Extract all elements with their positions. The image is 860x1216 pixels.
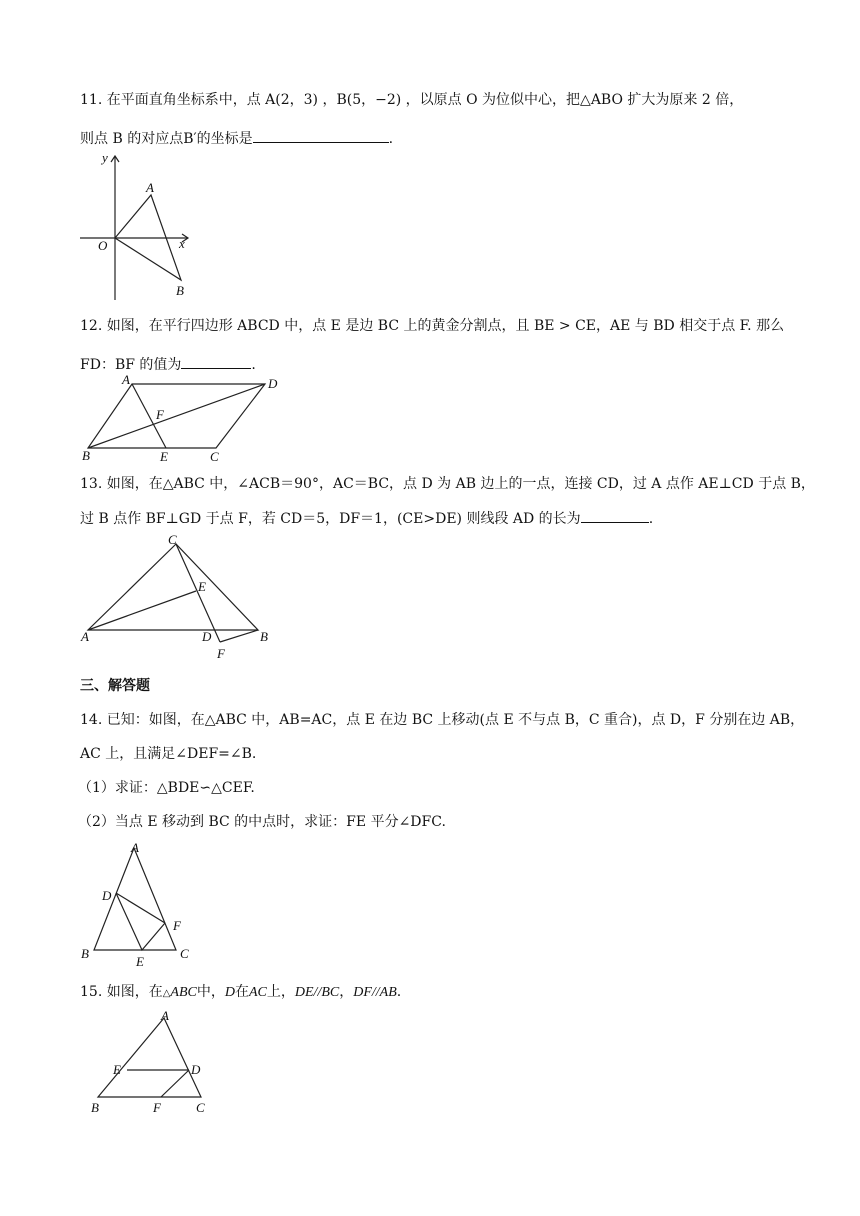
q11-label-O: O bbox=[98, 238, 108, 253]
q15-line-1 bbox=[80, 982, 401, 1004]
q13-label-F: F bbox=[217, 646, 225, 661]
q12-question-text: FD：BF 的值为 bbox=[80, 357, 182, 373]
q12-period: . bbox=[251, 357, 256, 373]
q13-line-1: 13. 如图，在△ABC 中，∠ACB＝90°，AC＝BC，点 D 为 AB 边上的一点，连接 CD，过 A 点作 AE⊥CD 于点 B， bbox=[80, 476, 815, 492]
q11-label-y: y bbox=[102, 150, 108, 165]
q15-triangle-symbol: △ bbox=[162, 988, 171, 999]
q13-triangle-figure bbox=[78, 532, 278, 664]
q13-line-2 bbox=[80, 508, 653, 529]
q15-label-D: D bbox=[191, 1062, 201, 1077]
q12-line-2 bbox=[80, 354, 256, 375]
q13-label-A: A bbox=[81, 629, 89, 644]
q14-label-A: A bbox=[131, 840, 139, 855]
q15-text-at: 在 bbox=[235, 984, 249, 1000]
q12-label-D: D bbox=[268, 376, 278, 391]
q14-path-DEF bbox=[116, 893, 165, 950]
q15-DF-parallel-AB: DF//AB bbox=[353, 985, 397, 1000]
q14-line-1: 14. 已知：如图，在△ABC 中，AB=AC，点 E 在边 BC 上移动(点 E 不与点 B，C 重合)，点 D，F 分别在边 AB， bbox=[80, 712, 805, 728]
q14-line-2: AC 上，且满足∠DEF=∠B. bbox=[80, 746, 257, 762]
q14-part-2: （2）当点 E 移动到 BC 的中点时，求证：FE 平分∠DFC. bbox=[78, 814, 446, 830]
q15-text-in: 中， bbox=[196, 984, 225, 1000]
q15-label-E: E bbox=[113, 1062, 121, 1077]
q14-label-C: C bbox=[180, 946, 189, 961]
q12-label-B: B bbox=[82, 448, 90, 463]
q15-ABC: ABC bbox=[170, 985, 197, 1000]
q15-DE-parallel-BC: DE//BC bbox=[294, 985, 340, 1000]
q12-line-1: 12. 如图，在平行四边形 ABCD 中，点 E 是边 BC 上的黄金分割点，且 BE > CE，AE 与 BD 相交于点 F. 那么 bbox=[80, 318, 785, 334]
q15-label-F: F bbox=[153, 1100, 161, 1115]
q14-label-F: F bbox=[173, 918, 181, 933]
q13-answer-blank[interactable] bbox=[581, 508, 649, 523]
q15-label-C: C bbox=[196, 1100, 205, 1115]
q12-label-E: E bbox=[160, 449, 168, 464]
q14-triangle-figure bbox=[78, 838, 198, 970]
q13-segment-AE bbox=[88, 591, 196, 630]
q12-answer-blank[interactable] bbox=[181, 354, 251, 369]
q12-parallelogram-figure bbox=[80, 374, 290, 462]
q11-label-B: B bbox=[176, 283, 184, 298]
q11-period: . bbox=[388, 131, 394, 147]
section-heading-answer-questions: 三、解答题 bbox=[80, 678, 150, 694]
q15-segment-DF bbox=[161, 1070, 189, 1097]
q15-label-A: A bbox=[161, 1008, 169, 1023]
q13-segment-BF bbox=[220, 630, 258, 642]
q15-triangle-ABC bbox=[98, 1018, 201, 1097]
q15-triangle-figure bbox=[88, 1006, 218, 1118]
q11-line-2 bbox=[80, 128, 393, 149]
q15-period: . bbox=[396, 984, 402, 1000]
q13-label-B: B bbox=[260, 629, 268, 644]
q14-label-D: D bbox=[102, 888, 112, 903]
q14-part-1: （1）求证：△BDE∽△CEF. bbox=[78, 780, 255, 796]
q11-label-A: A bbox=[146, 180, 154, 195]
q14-label-B: B bbox=[81, 946, 89, 961]
q13-label-C: C bbox=[168, 532, 177, 547]
q13-question-text: 过 B 点作 BF⊥GD 于点 F，若 CD＝5，DF＝1，(CE>DE) 则线段 AD 的长为 bbox=[80, 511, 581, 527]
q12-segment-BD bbox=[88, 384, 265, 448]
q15-comma: ， bbox=[339, 984, 354, 1000]
q13-triangle-ABC bbox=[88, 544, 258, 630]
q13-label-D: D bbox=[202, 629, 212, 644]
q12-label-F: F bbox=[156, 407, 164, 422]
q12-label-C: C bbox=[210, 449, 219, 464]
q15-text-on: 上， bbox=[266, 984, 295, 1000]
q12-label-A: A bbox=[122, 372, 130, 387]
q11-question-text: 则点 B 的对应点B′的坐标是 bbox=[80, 131, 253, 147]
q15-AC: AC bbox=[249, 985, 267, 1000]
q15-D: D bbox=[224, 985, 235, 1000]
q11-answer-blank[interactable] bbox=[253, 128, 389, 143]
q14-label-E: E bbox=[136, 954, 144, 969]
q11-coordinate-figure bbox=[78, 150, 198, 302]
q15-prefix: 15. 如图，在 bbox=[80, 984, 163, 1000]
q11-line-1: 11. 在平面直角坐标系中，点 A(2，3) ，B(5，−2) ，以原点 O 为位似中心，把△ABO 扩大为原来 2 倍， bbox=[80, 92, 744, 108]
q11-label-x: x bbox=[179, 236, 185, 251]
q13-label-E: E bbox=[198, 579, 206, 594]
q15-label-B: B bbox=[91, 1100, 99, 1115]
q13-period: . bbox=[648, 511, 654, 527]
